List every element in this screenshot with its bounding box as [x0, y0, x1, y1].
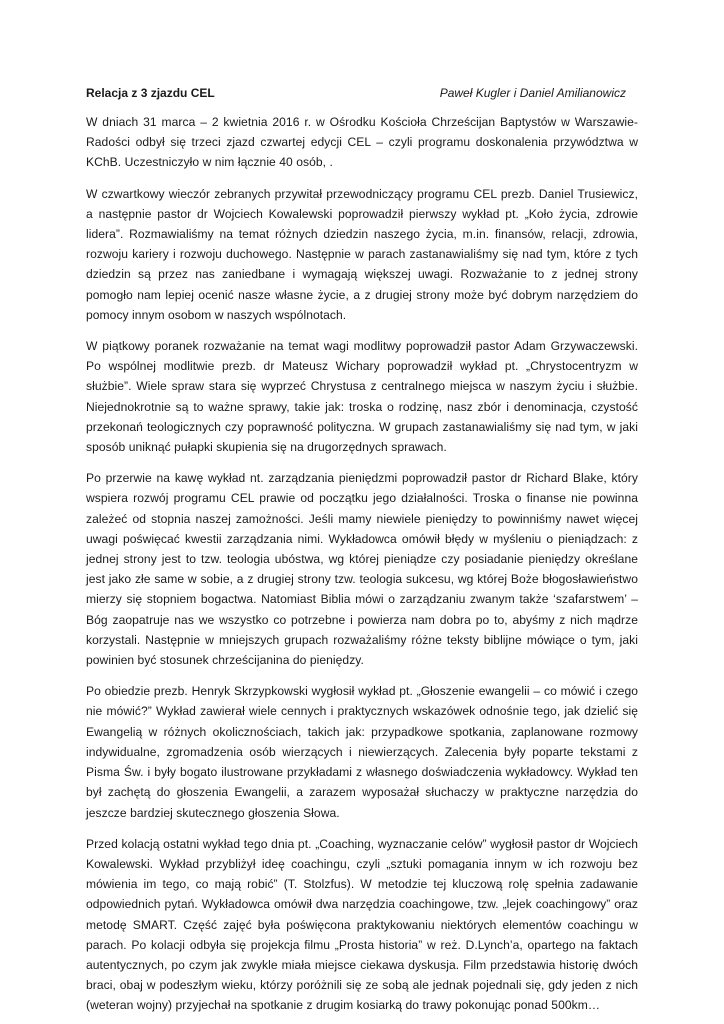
document-title: Relacja z 3 zjazdu CEL: [86, 86, 215, 100]
paragraph-thursday: W czwartkowy wieczór zebranych przywitał przewodniczący programu CEL prezb. Daniel Trusiewicz, a następnie pastor dr Wojciech Kowalewski poprowadził pierwszy wykład pt. „Koło życia, zdrowie lidera”. Rozmawialiśmy na temat różnych dziedzin naszego życia, m.in. finansów, relacji, zdrowia, rozwoju kariery i rozwoju duchowego. Następnie w parach zastanawialiśmy się nad tym, które z tych dziedzin są przez nas zaniedbane i wymagają większej uwagi. Rozważanie to z jednej strony pomogło nam lepiej ocenić nasze własne życie, a z drugiej strony może być dobrym narzędziem do pomocy innym osobom w naszych wspólnotach.: [86, 186, 638, 322]
paragraph-money-lecture: Po przerwie na kawę wykład nt. zarządzania pieniędzmi poprowadził pastor dr Richard Blake, który wspiera rozwój programu CEL prawie od początku jego działalności. Troska o finanse nie powinna zależeć od stopnia naszej zamożności. Jeśli mamy niewiele pieniędzy to powinniśmy nawet więcej uwagi poświęcać kwestii zarządzania nimi. Wykładowca omówił błędy w myśleniu o pieniądzach: z jednej strony jest to tzw. teologia ubóstwa, wg której pieniądze czy posiadanie pieniędzy określane jest jako złe same w sobie, a z drugiej strony tzw. teologia sukcesu, wg której Boże błogosławieństwo mierzy się stopniem bogactwa. Natomiast Biblia mówi o zarządzaniu zwanym także ‘szafarstwem’ – Bóg zaopatruje nas we wszystko co potrzebne i powierza nam dobra po to, abyśmy z nich mądrze korzystali. Następnie w mniejszych grupach rozważaliśmy różne teksty biblijne mówiące o tym, jaki powinien być stosunek chrześcijanina do pieniędzy.: [86, 471, 638, 668]
paragraph-intro: W dniach 31 marca – 2 kwietnia 2016 r. w Ośrodku Kościoła Chrześcijan Baptystów w Warszawie-Radości odbył się trzeci zjazd czwartej edycji CEL – czyli programu doskonalenia przywództwa w KChB. Uczestniczyło w nim łącznie 40 osób, .: [86, 115, 638, 170]
document-header: [86, 84, 638, 102]
paragraph-friday-morning: W piątkowy poranek rozważanie na temat wagi modlitwy poprowadził pastor Adam Grzywaczewski. Po wspólnej modlitwie prezb. dr Mateusz Wichary poprowadził wykład pt. „Chrystocentryzm w służbie”. Wiele spraw stara się wyprzeć Chrystusa z centralnego miejsca w naszym życiu i służbie. Niejednokrotnie są to ważne sprawy, takie jak: troska o rodzinę, nasz zbór i denominacja, czystość przekonań teologicznych czy poprawność polityczna. W grupach zastanawialiśmy się nad tym, w jaki sposób uniknąć pułapki skupienia się na drugorzędnych sprawach.: [86, 339, 638, 455]
document-page: [86, 84, 638, 1016]
document-authors: Paweł Kugler i Daniel Amilianowicz: [439, 86, 626, 100]
paragraph-evangelism-lecture: Po obiedzie prezb. Henryk Skrzypkowski wygłosił wykład pt. „Głoszenie ewangelii – co mówić i czego nie mówić?” Wykład zawierał wiele cennych i praktycznych wskazówek odnośnie tego, jak dzielić się Ewangelią w różnych okolicznościach, takich jak: przypadkowe spotkania, zaplanowane rozmowy indywidualne, zgromadzenia osób wierzących i niewierzących. Zalecenia były poparte tekstami z Pisma Św. i były bogato ilustrowane przykładami z własnego doświadczenia wykładowcy. Wykład ten był zachętą do głoszenia Ewangelii, a zarazem wyposażał słuchaczy w praktyczne narzędzia do jeszcze bardziej skutecznego głoszenia Słowa.: [86, 684, 638, 820]
paragraph-coaching-lecture: Przed kolacją ostatni wykład tego dnia pt. „Coaching, wyznaczanie celów” wygłosił pastor dr Wojciech Kowalewski. Wykład przybliżył ideę coachingu, czyli „sztuki pomagania innym w ich rozwoju bez mówienia im tego, co mają robić” (T. Stolzfus). W metodzie tej kluczową rolę spełnia zadawanie odpowiednich pytań. Wykładowca omówił dwa narzędzia coachingowe, tzw. „lejek coachingowy” oraz metodę SMART. Część zajęć była poświęcona praktykowaniu niektórych elementów coachingu w parach. Po kolacji odbyła się projekcja filmu „Prosta historia” w reż. D.Lynch’a, opartego na faktach autentycznych, po czym jak zwykle miała miejsce ciekawa dyskusja. Film przedstawia historię dwóch braci, obaj w podeszłym wieku, którzy poróżnili się ze sobą ale jednak pojednali się, gdy jeden z nich (weteran wojny) przyjechał na spotkanie z drugim kosiarką do trawy pokonując ponad 500km…: [86, 836, 638, 1013]
